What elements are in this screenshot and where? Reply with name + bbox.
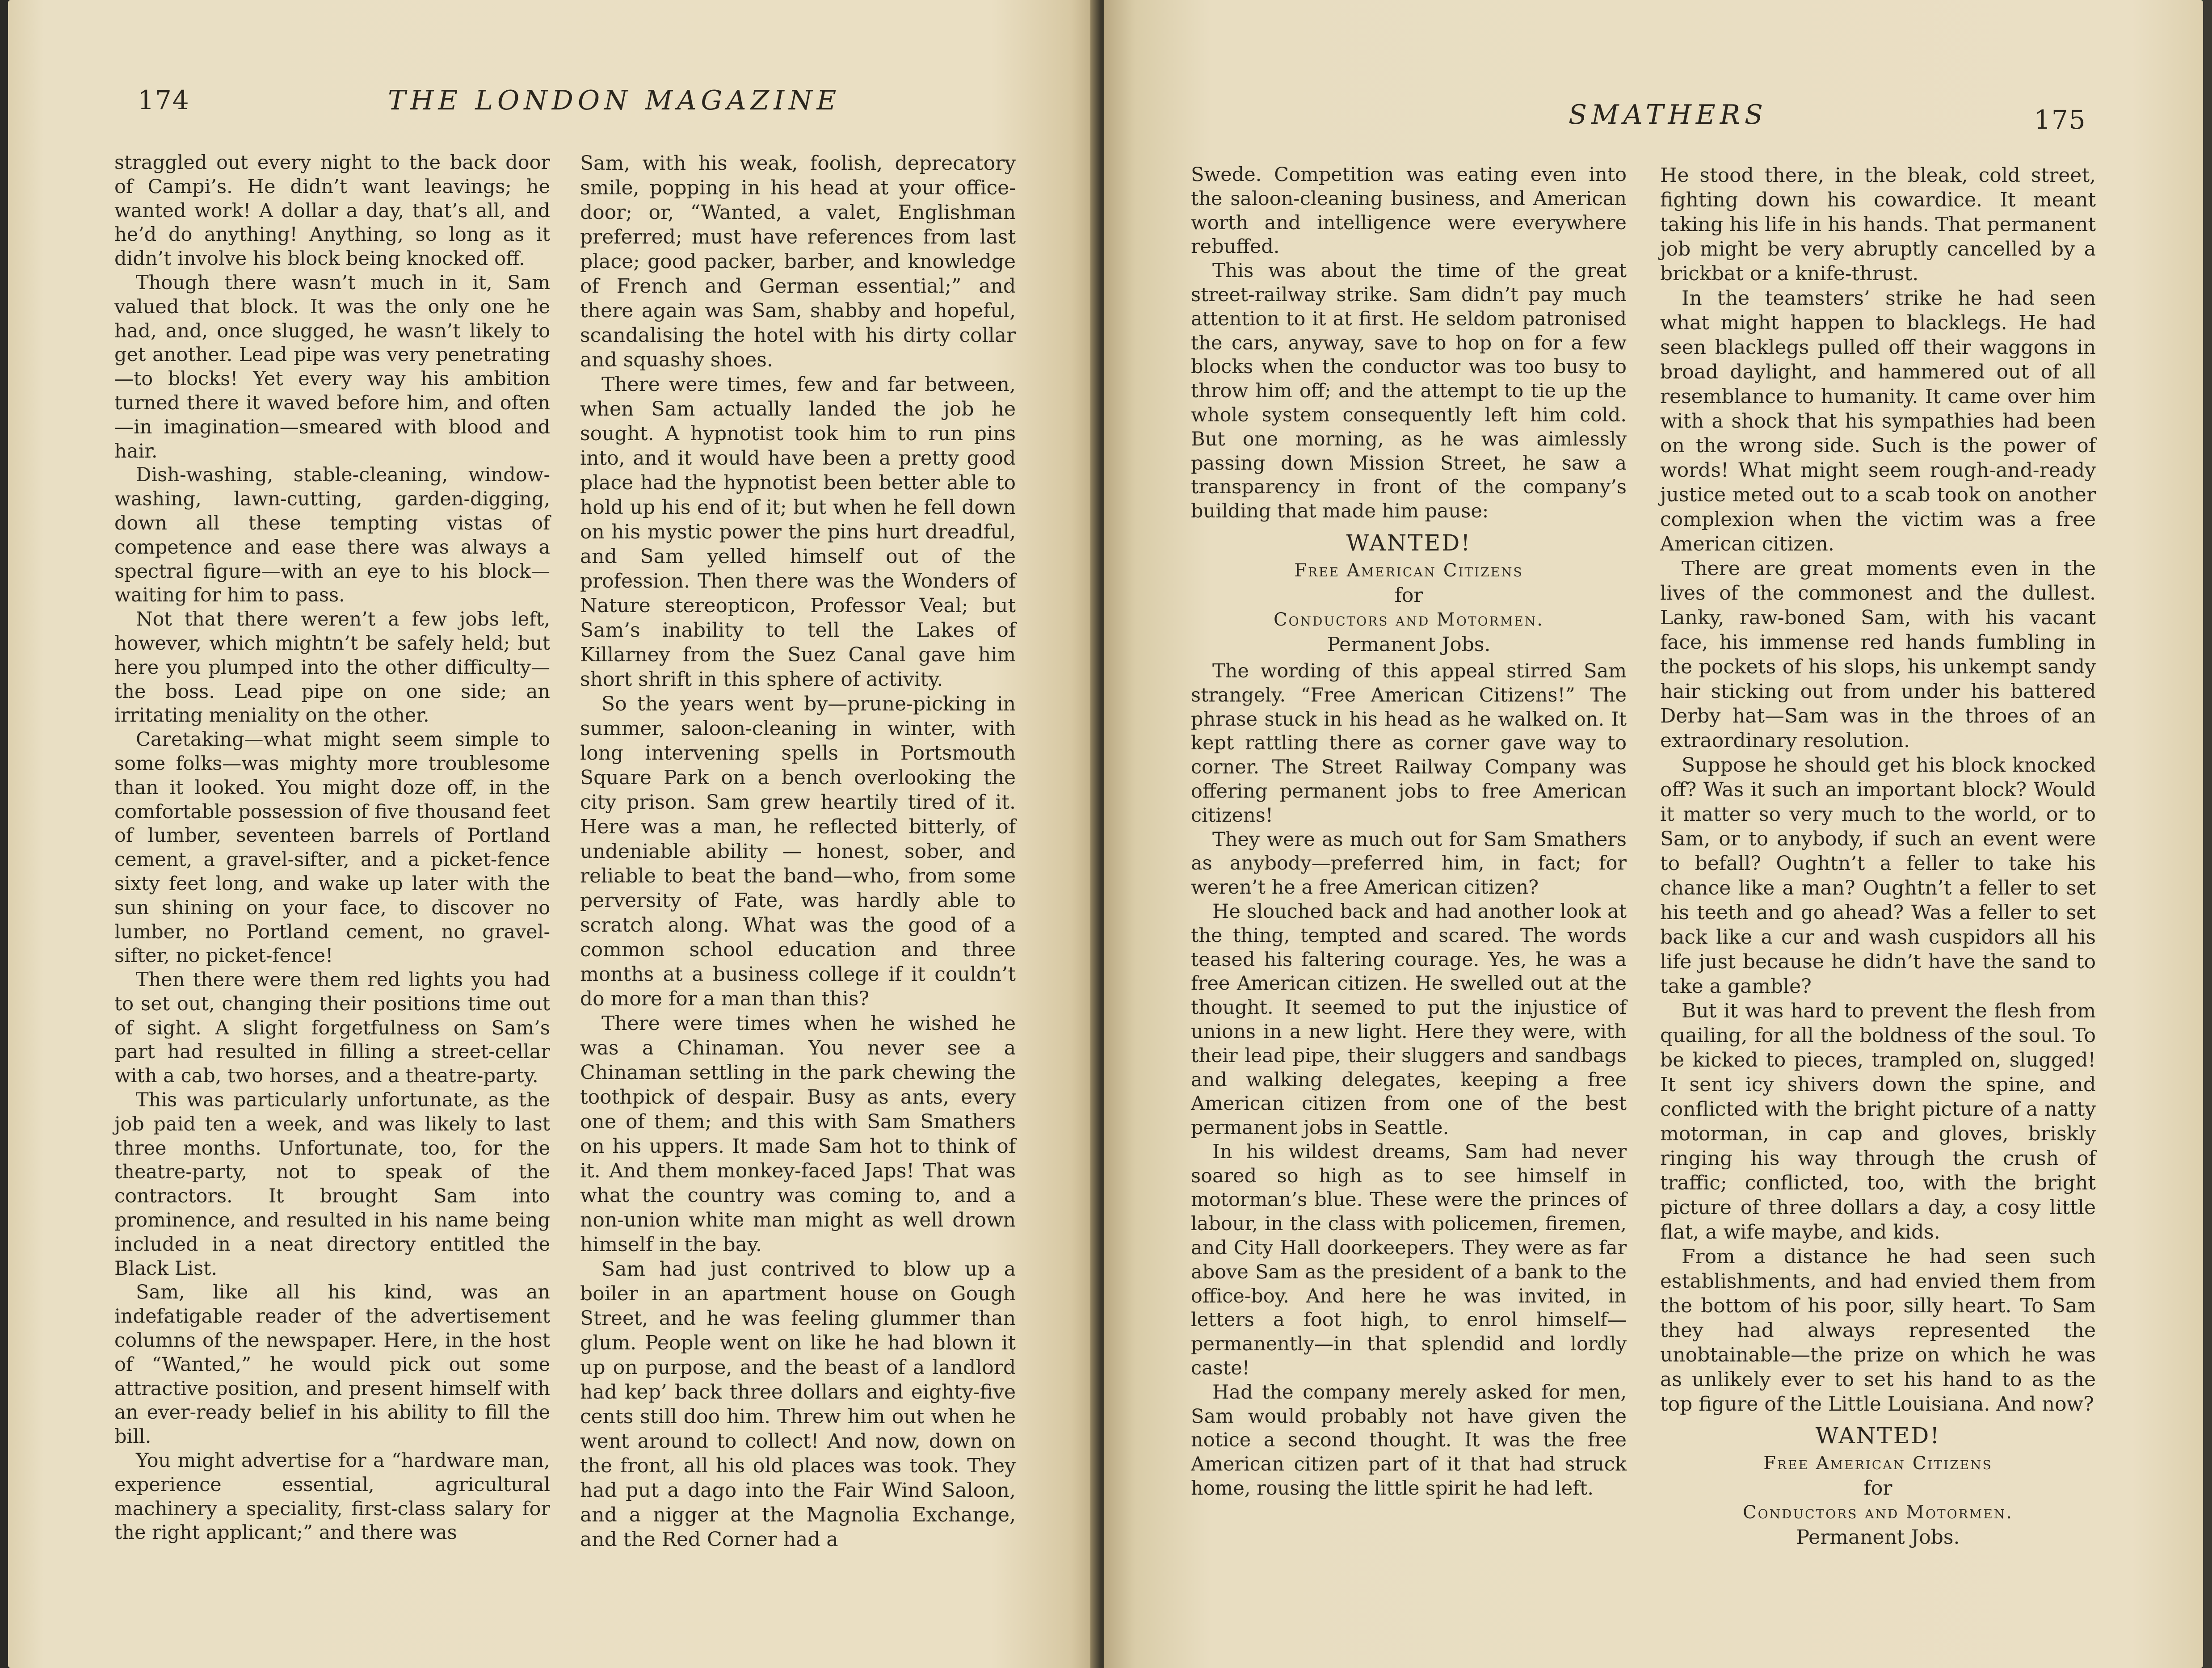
left-page-header	[8, 85, 1098, 134]
paragraph: Not that there weren’t a few jobs left, however, which mightn’t be safely held; but here you plumped into the other difficulty—the boss. Lead pipe on one side; an irritating meniality on the other.	[114, 608, 550, 727]
left-page	[8, 0, 1098, 1668]
paragraph: straggled out every night to the back door of Campi’s. He didn’t want leavings; he wanted work! A dollar a day, that’s all, and he’d do anything! Anything, so long as it didn’t involve his block being knocked off.	[114, 151, 550, 270]
notice-line: Free American Citizens	[1294, 560, 1523, 581]
column-text-before-notice	[1191, 163, 1627, 524]
paragraph: But it was hard to prevent the flesh from quailing, for all the boldness of the soul. To be kicked to pieces, trampled on, slugged! It sent icy shivers down the spine, and conflicted with the bright picture of a natty motorman, in cap and gloves, briskly ringing his way through the crush of traffic; conflicted, too, with the bright picture of three dollars a day, a cosy little flat, a wife maybe, and kids.	[1660, 1000, 2096, 1244]
paragraph: Sam had just contrived to blow up a boiler in an apartment house on Gough Street, and he was feeling glummer than glum. People went on like he had blown it up on purpose, and the beast of a landlord had kep’ back three dollars and eighty-five cents still doo him. Threw him out when he went around to collect! And now, down on the front, all his old places was took. They had put a dago into the Fair Wind Saloon, and a nigger at the Magnolia Exchange, and the Red Corner had a	[580, 1258, 1016, 1551]
page-number: 174	[138, 85, 190, 115]
right-column-2	[1660, 163, 2096, 1552]
page-edge	[2203, 0, 2212, 1668]
notice-line: for	[1863, 1477, 1892, 1500]
paragraph: He slouched back and had another look at the thing, tempted and scared. The words teased his faltering courage. Yes, he was a free American citizen. He swelled out at the thought. It seemed to put the injustice of unions in a new light. Here they were, with their lead pipe, their sluggers and sandbags and walking delegates, keeping a free American citizen from one of the best permanent jobs in Seattle.	[1191, 900, 1627, 1139]
right-page-header	[1104, 85, 2203, 134]
paragraph: He stood there, in the bleak, cold street, fighting down his cowardice. It meant taking his life in his hands. That permanent job might be very abruptly cancelled by a brickbat or a knife-thrust.	[1660, 164, 2096, 285]
notice-heading: WANTED!	[1346, 529, 1472, 556]
paragraph: In the teamsters’ strike he had seen what might happen to blacklegs. He had seen blacklegs pulled off their waggons in broad daylight, and hammered out of all resemblance to humanity. It came over him with a shock that his sympathies had been on the wrong side. Such is the power of words! What might seem rough-and-ready justice meted out to a scab took on another complexion when the victim was a free American citizen.	[1660, 287, 2096, 555]
running-head: THE LONDON MAGAZINE	[388, 85, 841, 116]
paragraph: The wording of this appeal stirred Sam strangely. “Free American Citizens!” The phrase stuck in his head as he walked on. It kept rattling there as corner gave way to corner. The Street Railway Company was offering permanent jobs to free American citizens!	[1191, 660, 1627, 827]
paragraph: There are great moments even in the lives of the commonest and the dullest. Lanky, raw-boned Sam, with his vacant face, his immense red hands fumbling in the pockets of his slops, his unkempt sandy hair sticking out from under his battered Derby hat—Sam was in the throes of an extraordinary resolution.	[1660, 557, 2096, 752]
paragraph: Though there wasn’t much in it, Sam valued that block. It was the only one he had, and, once slugged, he wasn’t likely to get another. Lead pipe was very penetrating—to blocks! Yet every way his ambition turned there it waved before him, and often—in imagination—smeared with blood and hair.	[114, 271, 550, 462]
paragraph: They were as much out for Sam Smathers as anybody—preferred him, in fact; for weren’t he a free American citizen?	[1191, 828, 1627, 899]
notice-line: Permanent Jobs.	[1327, 633, 1491, 656]
paragraph: Suppose he should get his block knocked off? Was it such an important block? Would it matter so very much to the world, or to Sam, or to anybody, if such an event were to befall? Oughtn’t a feller to take his chance like a man? Oughtn’t a feller to set his teeth and go ahead? Was a feller to set back like a cur and wash cuspidors all his life just because he didn’t have the sand to take a gamble?	[1660, 754, 2096, 998]
paragraph: Caretaking—what might seem simple to some folks—was mighty more troublesome than it looked. You might doze off, in the comfortable possession of five thousand feet of lumber, seventeen barrels of Portland cement, a gravel-sifter, and a picket-fence sixty feet long, and wake up later with the sun shining on your face, to discover no lumber, no Portland cement, no gravel-sifter, no picket-fence!	[114, 728, 550, 967]
running-head: SMATHERS	[1569, 99, 1768, 130]
paragraph: In his wildest dreams, Sam had never soared so high as to see himself in motorman’s blue. These were the princes of labour, in the class with policemen, firemen, and City Hall doorkeepers. They were as far above Sam as the president of a bank to the office-boy. And here he was invited, in letters a foot high, to enrol himself—permanently—in that splendid and lordly caste!	[1191, 1140, 1627, 1380]
paragraph: So the years went by—prune-picking in summer, saloon-cleaning in winter, with long intervening spells in Portsmouth Square Park on a bench overlooking the city prison. Sam grew heartily tired of it. Here was a man, he reflected bitterly, of undeniable ability — honest, sober, and reliable to beat the band—who, from some perversity of Fate, was hardly able to scratch along. What was the good of a common school education and three months at a business college if it couldn’t do more for a man than this?	[580, 693, 1016, 1010]
page-number: 175	[2034, 105, 2086, 135]
paragraph: This was about the time of the great street-railway strike. Sam didn’t pay much attention to it at first. He seldom patronised the cars, anyway, save to hop on for a few blocks when the conductor was too busy to throw him off; and the attempt to tie up the whole system consequently left him cold. But one morning, as he was aimlessly passing down Mission Street, he saw a transparency in front of the company’s building that made him pause:	[1191, 260, 1627, 523]
paragraph: Sam, with his weak, foolish, deprecatory smile, popping in his head at your office-door; or, “Wanted, a valet, Englishman preferred; must have references from last place; good packer, barber, and knowledge of French and German essential;” and there again was Sam, shabby and hopeful, scandalising the hotel with his dirty collar and squashy shoes.	[580, 152, 1016, 371]
column-text-before-notice	[1660, 163, 2096, 1416]
paragraph: This was particularly unfortunate, as the job paid ten a week, and was likely to last three months. Unfortunate, too, for the theatre-party, not to speak of the contractors. It brought Sam into prominence, and resulted in his name being included in a neat directory entitled the Black List.	[114, 1089, 550, 1280]
column-text-after-notice	[1191, 660, 1627, 1501]
paragraph: You might advertise for a “hardware man, experience essential, agricultural machinery a speciality, first-class salary for the right applicant;” and there was	[114, 1450, 550, 1544]
paragraph: Sam, like all his kind, was an indefatigable reader of the advertisement columns of the newspaper. Here, in the host of “Wanted,” he would pick out some attractive position, and present himself with an ever-ready belief in his ability to fill the bill.	[114, 1281, 550, 1448]
notice-line: Permanent Jobs.	[1796, 1526, 1960, 1549]
wanted-notice	[1660, 1420, 2096, 1550]
paragraph: There were times, few and far between, when Sam actually landed the job he sought. A hypnotist took him to run pins into, and it would have been a pretty good place had the hypnotist been better able to hold up his end of it; but when he fell down on his mystic power the pins hurt dreadful, and Sam yelled himself out of the profession. Then there was the Wonders of Nature stereopticon, Professor Veal; but Sam’s inability to tell the Lakes of Killarney from the Suez Canal gave him short shrift in this sphere of activity.	[580, 373, 1016, 691]
notice-line: Conductors and Motormen.	[1743, 1502, 2013, 1523]
paragraph: Swede. Competition was eating even into the saloon-cleaning business, and American worth and intelligence were everywhere rebuffed.	[1191, 164, 1627, 258]
paragraph: Then there were them red lights you had to set out, changing their positions time out of sight. A slight forgetfulness on Sam’s part had resulted in filling a street-cellar with a cab, two horses, and a theatre-party.	[114, 969, 550, 1088]
paragraph: There were times when he wished he was a Chinaman. You never see a Chinaman settling in the park chewing the toothpick of despair. Busy as ants, every one of them; and this with Sam Smathers on his uppers. It made Sam hot to think of it. And them monkey-faced Japs! That was what the country was coming to, and a non-union white man might as well drown himself in the bay.	[580, 1012, 1016, 1256]
notice-heading: WANTED!	[1815, 1423, 1941, 1449]
left-column-1	[114, 151, 550, 1545]
notice-line: Free American Citizens	[1763, 1453, 1993, 1474]
right-page	[1104, 0, 2203, 1668]
left-column-2	[580, 151, 1016, 1552]
paragraph: Had the company merely asked for men, Sam would probably not have given the notice a second thought. It was the free American citizen part of it that had struck home, rousing the little spirit he had left.	[1191, 1381, 1627, 1500]
notice-line: for	[1394, 584, 1423, 607]
paragraph: From a distance he had seen such establishments, and had envied them from the bottom of his poor, silly heart. To Sam they had always represented the unobtainable—the prize on which he was as unlikely ever to set his hand to as the top figure of the Little Louisiana. And now?	[1660, 1245, 2096, 1416]
notice-line: Conductors and Motormen.	[1274, 609, 1544, 630]
wanted-notice	[1191, 527, 1627, 657]
paragraph: Dish-washing, stable-cleaning, window-washing, lawn-cutting, garden-digging, down all these tempting vistas of competence and ease there was always a spectral figure—with an eye to his block—waiting for him to pass.	[114, 464, 550, 607]
right-column-1	[1191, 163, 1627, 1501]
